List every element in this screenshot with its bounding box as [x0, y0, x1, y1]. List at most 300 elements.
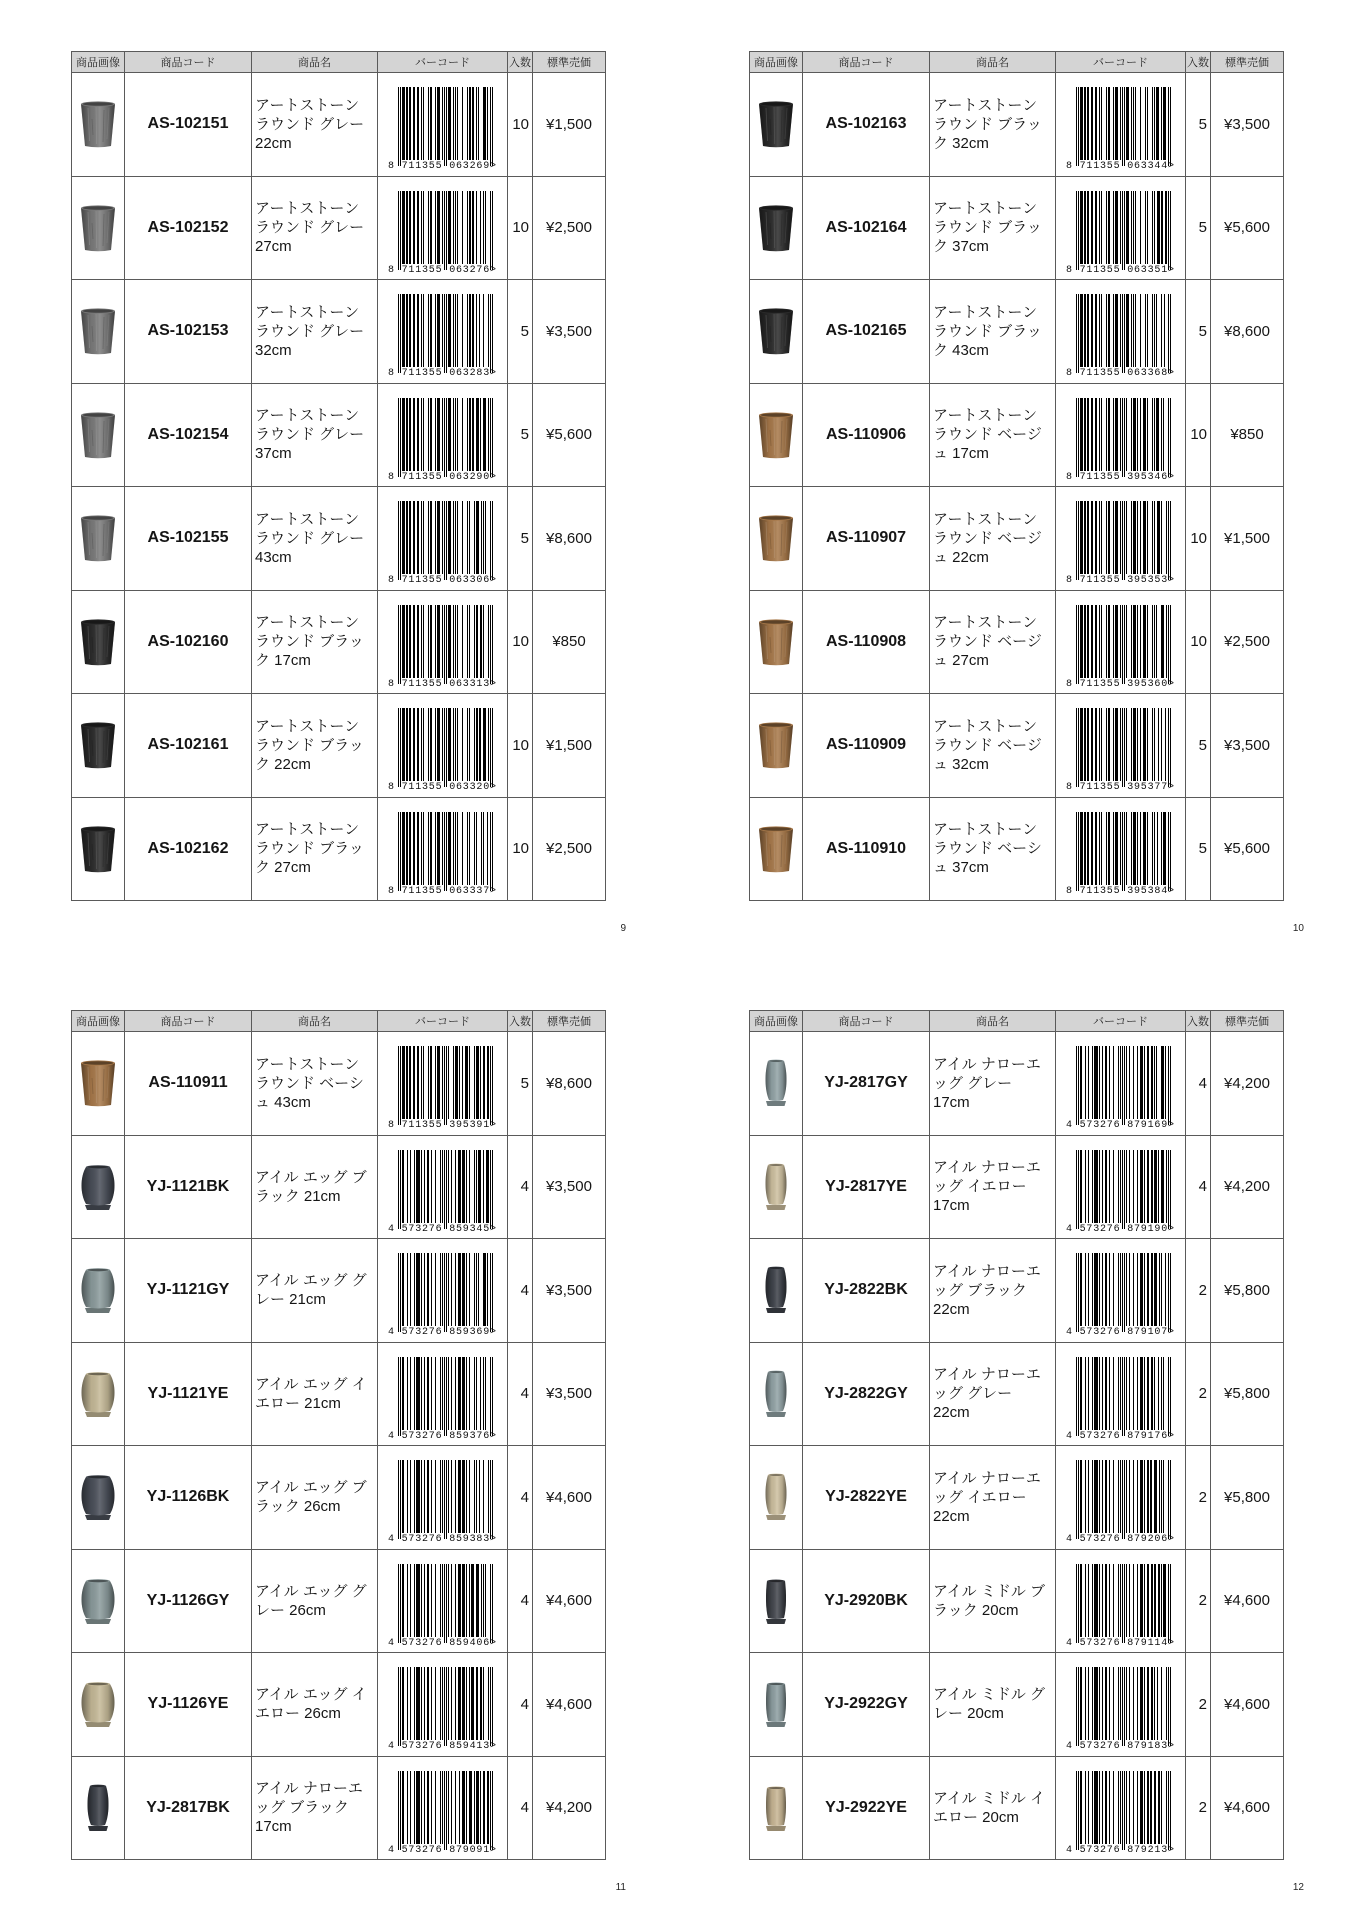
- barcode-bar: [1154, 708, 1155, 781]
- barcode-bar: [458, 1150, 461, 1223]
- barcode-bar: [479, 1460, 480, 1533]
- barcode-bar: [1122, 87, 1123, 166]
- barcode-bar: [423, 812, 424, 885]
- barcode-digits: 4 573276 879190>: [1066, 1223, 1175, 1235]
- header-price: 標準売価: [1211, 1011, 1284, 1032]
- barcode-bar: [437, 708, 440, 781]
- barcode-bar: [1118, 1150, 1119, 1223]
- pot-opening: [88, 1373, 109, 1375]
- pot-opening: [88, 1683, 109, 1685]
- barcode-bar: [483, 1564, 484, 1637]
- quantity: 2: [1186, 1549, 1211, 1653]
- product-name: アートストーン ラウンド ベーシュ 37cm: [930, 797, 1056, 901]
- barcode-bar: [1147, 87, 1148, 160]
- barcode-bar: [1080, 1667, 1082, 1740]
- barcode-bar: [469, 1460, 470, 1533]
- product-code: YJ-1126YE: [125, 1653, 252, 1757]
- barcode-bar: [1084, 812, 1086, 885]
- product-row: [72, 487, 606, 591]
- barcode-bar: [453, 191, 454, 264]
- barcode-bar: [455, 1667, 456, 1740]
- product-name: アートストーン ラウンド グレー 22cm: [252, 73, 378, 177]
- barcode-bar: [1115, 191, 1118, 264]
- barcode-bar: [490, 1564, 491, 1643]
- barcode-bar: [1122, 1564, 1123, 1643]
- egg-pot-icon: [78, 1265, 118, 1315]
- product-row: [72, 1239, 606, 1343]
- barcode-bar: [398, 1460, 399, 1539]
- barcode-bar: [1078, 501, 1079, 580]
- barcode-bar: [1161, 398, 1162, 471]
- barcode-bar: [469, 1150, 470, 1223]
- barcode-cell: [1056, 694, 1186, 798]
- barcode-bar: [400, 1150, 401, 1229]
- narrow-egg-pot-icon: [756, 1058, 796, 1108]
- barcode-bar: [1106, 501, 1107, 574]
- barcode-bar: [492, 87, 493, 166]
- barcode-bar: [481, 1564, 482, 1637]
- barcode: [1056, 1136, 1185, 1238]
- barcode-bar: [446, 1357, 447, 1436]
- barcode-bar: [474, 501, 475, 574]
- barcode-bar: [1105, 1564, 1107, 1637]
- barcode-bar: [1124, 1667, 1125, 1746]
- barcode-bar: [1120, 191, 1121, 264]
- barcode-bar: [1151, 1564, 1153, 1637]
- quantity: 10: [508, 694, 533, 798]
- barcode-bar: [476, 1046, 479, 1119]
- barcode-bar: [1163, 1357, 1164, 1430]
- barcode-bar: [1144, 1046, 1145, 1119]
- barcode: [1056, 177, 1185, 279]
- barcode-bar: [402, 1253, 404, 1326]
- barcode-bar: [398, 1253, 399, 1332]
- barcode-bar: [490, 1460, 491, 1539]
- barcode-bar: [1137, 605, 1138, 678]
- page-number: 10: [1292, 923, 1304, 934]
- price: ¥3,500: [1211, 73, 1284, 177]
- barcode-bar: [1126, 1150, 1127, 1223]
- barcode-bar: [492, 605, 493, 684]
- product-code: AS-110909: [803, 694, 930, 798]
- barcode-bar: [409, 812, 411, 885]
- barcode-bar: [1133, 1046, 1134, 1119]
- barcode-bar: [1102, 1771, 1103, 1844]
- barcode-bars: [1056, 177, 1185, 279]
- barcode-bar: [1143, 812, 1146, 885]
- barcode-bar: [1108, 501, 1110, 574]
- product-name: アイル ミドル イエロー 20cm: [930, 1756, 1056, 1860]
- product-image: [72, 280, 125, 384]
- barcode-bar: [1118, 1253, 1119, 1326]
- barcode: [378, 280, 507, 382]
- barcode-bar: [1095, 398, 1097, 471]
- barcode-digits: 4 573276 859376>: [388, 1430, 497, 1442]
- barcode-bar: [1076, 1150, 1077, 1229]
- barcode-bar: [435, 1357, 436, 1430]
- barcode-bar: [474, 1771, 475, 1844]
- quantity: 5: [508, 280, 533, 384]
- barcode-bar: [448, 1357, 449, 1430]
- barcode-bar: [1122, 1046, 1123, 1125]
- barcode-bar: [1168, 1046, 1169, 1125]
- barcode-bar: [1095, 87, 1097, 160]
- barcode-bar: [413, 501, 415, 574]
- barcode-bar: [437, 191, 440, 264]
- barcode-bar: [469, 708, 470, 781]
- barcode-bar: [1084, 191, 1086, 264]
- barcode-bar: [1085, 1667, 1086, 1740]
- barcode-bar: [1109, 1046, 1110, 1119]
- barcode-bar: [1152, 294, 1153, 367]
- catalog-page: [749, 1010, 1309, 1910]
- barcode-bar: [462, 1564, 465, 1637]
- barcode-bar: [455, 605, 456, 678]
- header-quantity: 入数: [1186, 1011, 1211, 1032]
- barcode-cell: [378, 694, 508, 798]
- barcode-bar: [490, 1150, 491, 1229]
- barcode-bar: [1168, 1564, 1169, 1643]
- barcode-bar: [1154, 398, 1155, 471]
- barcode-bar: [492, 1667, 493, 1746]
- header-price: 標準売価: [533, 1011, 606, 1032]
- product-image: [72, 694, 125, 798]
- barcode-bar: [457, 398, 458, 471]
- barcode-cell: [378, 1135, 508, 1239]
- barcode-bar: [437, 87, 440, 160]
- barcode-bar: [402, 708, 405, 781]
- barcode-bar: [490, 1667, 491, 1746]
- egg-pot-icon: [78, 1369, 118, 1419]
- barcode-bar: [458, 1357, 461, 1430]
- barcode-cell: [378, 1342, 508, 1446]
- barcode-bar: [1094, 1253, 1098, 1326]
- barcode-bar: [1129, 1253, 1130, 1326]
- narrow-egg-pot-icon: [756, 1265, 796, 1315]
- artstone-round-pot-icon: [78, 306, 118, 356]
- product-table: [71, 51, 606, 901]
- barcode-bar: [430, 191, 432, 264]
- barcode-bar: [1076, 1253, 1077, 1332]
- pot-opening: [88, 1166, 109, 1168]
- pot-opening: [769, 1164, 783, 1166]
- barcode-bar: [431, 1564, 432, 1637]
- barcode-bar: [1145, 294, 1146, 367]
- barcode-bar: [453, 605, 454, 678]
- barcode-digits: 8 711355 395353>: [1066, 575, 1175, 587]
- barcode-bar: [1120, 294, 1121, 367]
- barcode-bar: [414, 1771, 415, 1844]
- barcode-bar: [402, 398, 405, 471]
- barcode-bar: [457, 294, 458, 367]
- barcode-bar: [1137, 398, 1138, 471]
- barcode-bar: [1161, 1667, 1162, 1740]
- barcode-bar: [440, 1667, 441, 1740]
- barcode-bar: [435, 501, 436, 574]
- catalog-page: [71, 51, 631, 951]
- product-image: [72, 1032, 125, 1136]
- header-product-code: 商品コード: [803, 52, 930, 73]
- barcode-bar: [453, 708, 454, 781]
- header-quantity: 入数: [508, 1011, 533, 1032]
- barcode-digits: 4 573276 879183>: [1066, 1741, 1175, 1753]
- barcode-bar: [398, 294, 399, 373]
- barcode-bar: [457, 501, 458, 574]
- barcode-bars: [378, 1239, 507, 1341]
- barcode-bar: [1151, 1253, 1153, 1326]
- barcode-bar: [413, 398, 415, 471]
- quantity: 10: [508, 176, 533, 280]
- product-image: [750, 1549, 803, 1653]
- barcode-bar: [430, 708, 432, 781]
- barcode-bars: [1056, 1653, 1185, 1755]
- barcode-bar: [448, 87, 451, 160]
- barcode-bar: [1163, 87, 1166, 160]
- barcode-bar: [1085, 1253, 1086, 1326]
- barcode-bar: [1088, 1564, 1089, 1637]
- barcode-bar: [1102, 1046, 1103, 1119]
- barcode-bar: [427, 1564, 429, 1637]
- barcode-cell: [1056, 1032, 1186, 1136]
- barcode-bar: [1099, 1253, 1100, 1326]
- barcode-bar: [462, 398, 463, 471]
- barcode-bar: [421, 708, 422, 781]
- barcode-bar: [1124, 1357, 1125, 1436]
- product-row: [750, 1239, 1284, 1343]
- barcode-bar: [1099, 708, 1100, 781]
- barcode-bar: [1091, 87, 1093, 160]
- barcode-bar: [1080, 1564, 1082, 1637]
- barcode-bar: [448, 398, 451, 471]
- barcode-bar: [1099, 1046, 1100, 1119]
- product-row: [750, 1756, 1284, 1860]
- product-name: アイル エッグ グレー 21cm: [252, 1239, 378, 1343]
- pot-opening: [83, 516, 114, 520]
- barcode-bar: [440, 1771, 441, 1844]
- barcode-bars: [378, 487, 507, 589]
- barcode-bar: [1166, 1150, 1167, 1223]
- barcode-bar: [1095, 294, 1097, 367]
- barcode-digits: 8 711355 063344>: [1066, 161, 1175, 173]
- barcode-bar: [1095, 708, 1097, 781]
- barcode-bar: [448, 191, 451, 264]
- barcode-bar: [1099, 501, 1100, 574]
- price: ¥2,500: [533, 797, 606, 901]
- egg-pot-icon: [78, 1576, 118, 1626]
- barcode-bar: [1099, 1667, 1100, 1740]
- barcode-bar: [424, 1253, 425, 1326]
- product-image: [72, 1653, 125, 1757]
- pot-opening: [83, 206, 114, 210]
- product-code: AS-102152: [125, 176, 252, 280]
- barcode-bar: [1133, 1564, 1134, 1637]
- barcode-bar: [398, 191, 399, 270]
- barcode-bar: [1095, 501, 1097, 574]
- barcode-bar: [467, 294, 468, 367]
- barcode-bar: [1122, 605, 1123, 684]
- barcode-bar: [402, 1150, 404, 1223]
- page-number: 12: [1292, 1882, 1304, 1893]
- barcode-bar: [1140, 398, 1141, 471]
- pot-opening: [83, 309, 114, 313]
- barcode-bar: [476, 1667, 478, 1740]
- barcode-bar: [1133, 812, 1136, 885]
- product-code: AS-102151: [125, 73, 252, 177]
- barcode-bar: [483, 398, 486, 471]
- barcode-bar: [442, 398, 443, 471]
- pot-opening: [761, 309, 792, 313]
- barcode-bar: [1078, 1357, 1079, 1436]
- barcode-bar: [1137, 1046, 1138, 1119]
- barcode-bar: [1106, 708, 1107, 781]
- product-code: YJ-2822YE: [803, 1446, 930, 1550]
- product-name: アートストーン ラウンド ベーシュ 43cm: [252, 1032, 378, 1136]
- barcode-bar: [446, 191, 447, 270]
- barcode-digits: 4 573276 859345>: [388, 1223, 497, 1235]
- barcode-bars: [378, 1446, 507, 1548]
- barcode-bar: [446, 1460, 447, 1539]
- barcode-bar: [431, 1667, 432, 1740]
- barcode: [378, 1550, 507, 1652]
- barcode-bar: [409, 87, 411, 160]
- product-image: [72, 1756, 125, 1860]
- barcode-bar: [1076, 1460, 1077, 1539]
- barcode-bar: [414, 1357, 415, 1430]
- barcode-bar: [1087, 191, 1089, 264]
- barcode-bar: [406, 605, 408, 678]
- price: ¥4,600: [533, 1653, 606, 1757]
- barcode-bar: [1126, 1564, 1127, 1637]
- barcode-bar: [1099, 398, 1100, 471]
- barcode-bar: [1106, 812, 1107, 885]
- quantity: 5: [1186, 694, 1211, 798]
- barcode-bar: [1137, 1460, 1138, 1533]
- barcode-digits: 4 573276 879206>: [1066, 1534, 1175, 1546]
- barcode-bar: [455, 1564, 456, 1637]
- product-code: YJ-1126GY: [125, 1549, 252, 1653]
- barcode-bar: [444, 294, 445, 373]
- barcode-bar: [1120, 708, 1121, 781]
- barcode-bar: [485, 501, 486, 574]
- barcode-bar: [1087, 398, 1089, 471]
- barcode-bar: [455, 1253, 456, 1326]
- product-code: YJ-2817BK: [125, 1756, 252, 1860]
- artstone-round-pot-icon: [78, 513, 118, 563]
- barcode-bar: [427, 1357, 429, 1430]
- barcode-bar: [1147, 1253, 1149, 1326]
- barcode-bar: [1076, 812, 1077, 891]
- barcode-bar: [435, 1460, 436, 1533]
- barcode-bars: [378, 1032, 507, 1134]
- barcode-bar: [492, 398, 493, 477]
- barcode-bar: [442, 1564, 443, 1637]
- barcode-bar: [1076, 605, 1077, 684]
- barcode-bar: [1115, 501, 1118, 574]
- barcode-bar: [1094, 1771, 1098, 1844]
- barcode-bar: [1101, 87, 1102, 160]
- barcode-cell: [1056, 280, 1186, 384]
- barcode-bar: [427, 1667, 429, 1740]
- barcode-bar: [1147, 1357, 1149, 1430]
- price: ¥3,500: [533, 280, 606, 384]
- product-image: [750, 280, 803, 384]
- barcode-cell: [378, 1446, 508, 1550]
- barcode-bar: [469, 1046, 470, 1119]
- barcode-bar: [1101, 294, 1102, 367]
- product-image: [750, 1032, 803, 1136]
- product-code: AS-110911: [125, 1032, 252, 1136]
- barcode-bar: [1124, 708, 1125, 787]
- barcode-bar: [466, 1771, 467, 1844]
- barcode-bar: [455, 1150, 456, 1223]
- barcode-bar: [446, 87, 447, 166]
- barcode-cell: [378, 176, 508, 280]
- price: ¥2,500: [533, 176, 606, 280]
- product-code: AS-102161: [125, 694, 252, 798]
- barcode-bar: [1109, 1150, 1110, 1223]
- barcode-bar: [423, 1046, 424, 1119]
- barcode-bar: [1092, 1667, 1093, 1740]
- barcode-bar: [1135, 294, 1136, 367]
- quantity: 10: [508, 73, 533, 177]
- barcode-bar: [428, 87, 429, 160]
- quantity: 4: [508, 1239, 533, 1343]
- barcode-digits: 4 573276 859369>: [388, 1327, 497, 1339]
- barcode-bar: [435, 1253, 436, 1326]
- barcode-bar: [462, 87, 463, 160]
- pot-opening: [761, 620, 792, 624]
- barcode-bar: [455, 812, 456, 885]
- barcode-bar: [402, 1460, 404, 1533]
- barcode-bar: [428, 708, 429, 781]
- barcode-bar: [1166, 1771, 1167, 1844]
- quantity: 4: [1186, 1032, 1211, 1136]
- barcode-bar: [1156, 398, 1159, 471]
- barcode-bar: [1088, 1357, 1089, 1430]
- barcode-bar: [1143, 398, 1146, 471]
- barcode-bar: [455, 294, 456, 367]
- barcode-bar: [407, 1460, 408, 1533]
- barcode-bar: [1122, 1667, 1123, 1746]
- barcode-bar: [417, 294, 419, 367]
- product-name: アートストーン ラウンド ベージュ 17cm: [930, 383, 1056, 487]
- barcode-bar: [1161, 1253, 1162, 1326]
- artstone-round-pot-icon: [756, 824, 796, 874]
- barcode-bar: [483, 1046, 485, 1119]
- barcode-bar: [1168, 1771, 1169, 1850]
- product-image: [750, 1653, 803, 1757]
- barcode-bar: [1120, 1667, 1121, 1740]
- product-code: YJ-2822BK: [803, 1239, 930, 1343]
- barcode-bar: [479, 708, 481, 781]
- barcode-bar: [440, 1460, 441, 1533]
- barcode-bar: [490, 605, 491, 684]
- barcode-bar: [481, 812, 482, 885]
- barcode-bar: [1156, 1046, 1157, 1119]
- price: ¥1,500: [533, 73, 606, 177]
- artstone-round-pot-icon: [78, 617, 118, 667]
- barcode-bar: [446, 398, 447, 477]
- product-row: [750, 1653, 1284, 1757]
- barcode-bar: [1147, 812, 1148, 885]
- barcode-bar: [1137, 1357, 1138, 1430]
- artstone-round-pot-icon: [756, 513, 796, 563]
- barcode-bar: [1161, 1046, 1164, 1119]
- barcode-bar: [462, 1357, 465, 1430]
- barcode-bar: [1113, 605, 1114, 678]
- product-image: [750, 797, 803, 901]
- barcode-bar: [1106, 605, 1107, 678]
